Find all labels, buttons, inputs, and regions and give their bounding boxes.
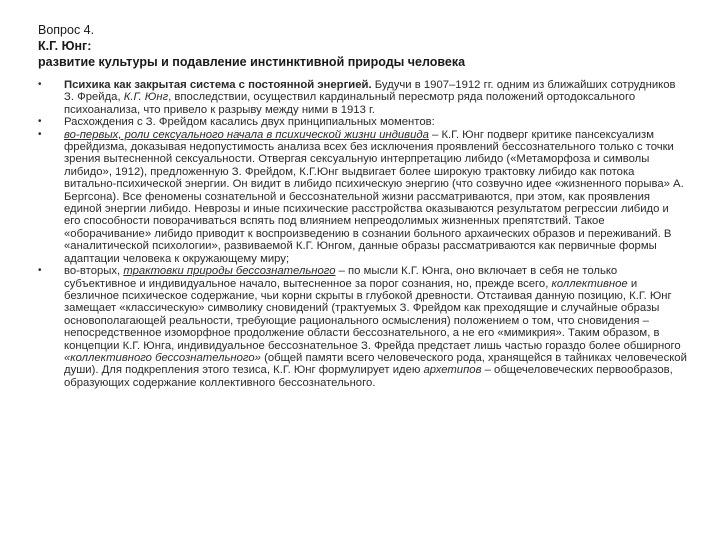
item-heading: Психика как закрытая система с постоянной энергией. xyxy=(64,79,372,91)
bullet-marker: • xyxy=(38,116,42,128)
bullet-marker: • xyxy=(38,79,42,90)
slide-header xyxy=(38,22,678,70)
question-number: Вопрос 4. xyxy=(38,23,95,37)
item-italic: «коллективного бессознательного» xyxy=(64,351,261,364)
item-text: – общечеловеческих первообразов, образующих содержание коллективного бессознательного. xyxy=(64,364,673,389)
item-text: Будучи в 1907–1912 гг. одним из ближайших сотрудников З. Фрейда, xyxy=(64,79,676,104)
list-item xyxy=(38,116,688,128)
item-italic: К.Г. Юнг xyxy=(123,91,169,104)
item-italic-underlined: во-первых, роли сексуального начала в психической жизни индивида xyxy=(64,128,429,141)
item-text: (общей памяти всего человеческого рода, хранящейся в тайниках человеческой души). Для подкрепления этого тезиса, К.Г. Юнг формулирует идею xyxy=(64,351,687,377)
item-text: Расхождения с З. Фрейдом касались двух принципиальных моментов: xyxy=(64,116,435,129)
item-italic: архетипов xyxy=(423,364,482,377)
item-italic: коллективное xyxy=(551,277,628,290)
item-text: и безличное психическое содержание, чьи корни скрыты в глубокой древности. Отстаивая данную позицию, К.Г. Юнг замещает «классическую» символику сновидений (трактуемых З. Фрейдом как преходящие и случайные образы основополагающей реальности, требующие рационального осмысления) положением о том, что сновидения – непосредственное изоморфное продолжение области бессознательного, а не его «мимикрия». Таким образом, в концепции К.Г. Юнга, индивидуальное бессознательное З. Фрейда предстает лишь частью гораздо более обширного xyxy=(64,277,681,352)
bullet-marker: • xyxy=(38,265,42,277)
author-title: К.Г. Юнг: xyxy=(38,39,92,53)
topic-title: развитие культуры и подавление инстинктивной природы человека xyxy=(38,55,466,69)
item-book-title: «Метаморфоза и символы либидо», 1912 xyxy=(64,153,650,178)
list-item xyxy=(38,265,688,389)
item-text: – по мысли К.Г. Юнга, оно включает в себя не только субъективное и индивидуальное начало, вытесненное за порог сознания, но, прежде всего, xyxy=(64,265,618,290)
item-text: ), предложенную З. Фрейдом, К.Г.Юнг выдвигает более широкую трактовку либидо как потока витально-психической энергии. Он видит в либидо психическую энергию (что созвучно идее «жизненного порыва» А. Бергсона). Все феномены сознательной и бессознательной жизни рассматриваются, при этом, как проявления единой энергии либидо. Неврозы и иные психические расстройства оказываются результатом регрессии либидо и его способности поворачиваться вспять под влиянием непреодолимых жизненных препятствий. Такое «оборачивание» либидо приводит к воспроизведению в сознании больного архаических образов и переживаний. В «аналитической психологии», развиваемой К.Г. Юнгом, данные образы рассматриваются как первичные формы адаптации человека к окружающему миру; xyxy=(64,165,684,265)
item-text: – К.Г. Юнг подверг критике пансексуализм фрейдизма, доказывая недопустимость анализа всех без исключения проявлений бессознательного только с точки зрения вытесненной сексуальности. Отвергая сексуальную интерпретацию либидо ( xyxy=(64,128,674,166)
item-italic-underlined: трактовки природы бессознательного xyxy=(123,265,336,278)
bullet-marker: • xyxy=(38,128,42,140)
item-text: , впоследствии, осуществил кардинальный пересмотр ряда положений ортодоксального психоанализа, что привело к разрыву между ними в 1913 г. xyxy=(64,91,636,116)
bullet-list xyxy=(38,79,688,389)
list-item xyxy=(38,79,688,116)
list-item xyxy=(38,129,688,265)
item-text: во-вторых, xyxy=(64,265,124,278)
